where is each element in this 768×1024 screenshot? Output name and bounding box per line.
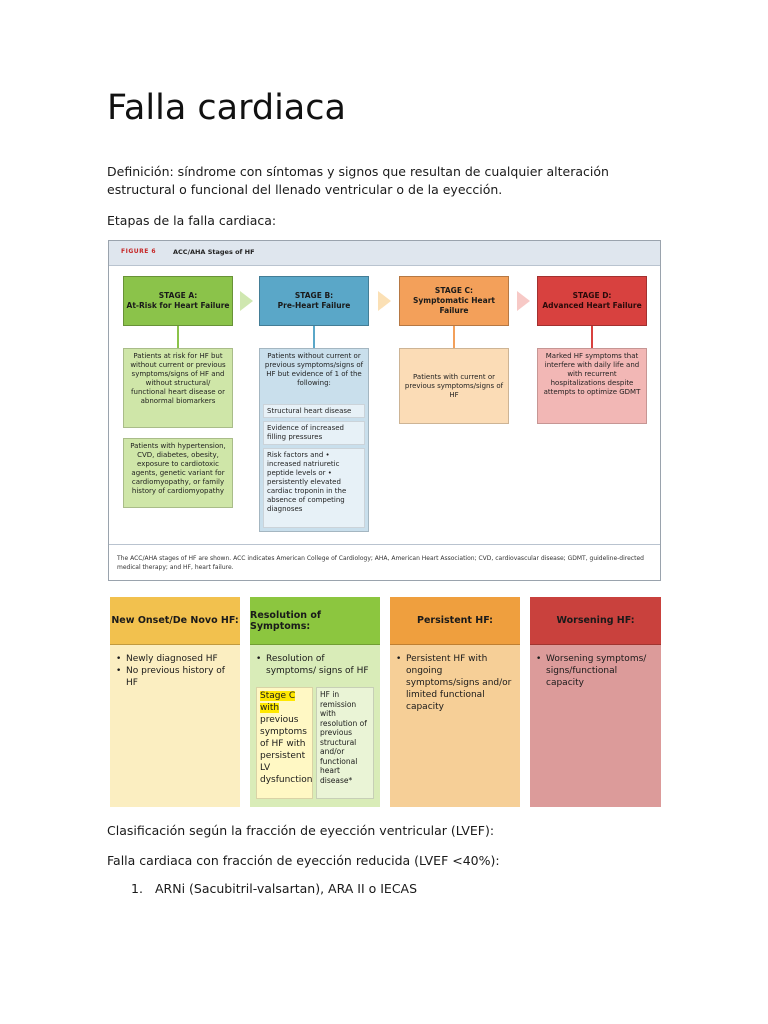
stage-b-box <box>259 276 369 326</box>
sub-box-stage-c <box>256 687 313 799</box>
list-text: ARNi (Sacubitril-valsartan), ARA II o IECAS <box>155 881 418 896</box>
stage-b-line1: STAGE B: <box>294 291 334 300</box>
arrow-right-icon <box>240 291 253 311</box>
highlighted-text: Stage C with <box>260 691 296 713</box>
figure-header <box>109 241 660 266</box>
column-persistent <box>390 597 520 807</box>
list-item: • Worsening symptoms/ signs/functional capacity <box>536 653 655 689</box>
bullet-list <box>536 653 655 689</box>
column-resolution <box>250 597 380 807</box>
connector-c <box>453 326 455 348</box>
connector-a <box>177 326 179 348</box>
bullet-list <box>116 653 234 689</box>
stage-c-line1: STAGE C: <box>434 286 474 295</box>
page-title: Falla cardiaca <box>107 88 346 128</box>
connector-b <box>313 326 315 348</box>
hf-trajectory-figure <box>110 597 661 807</box>
bullet-list <box>256 653 374 677</box>
stage-a-line1: STAGE A: <box>158 291 198 300</box>
sub-box-text: previous symptoms of HF with persistent LV dysfunction <box>260 715 313 785</box>
column-header: Worsening HF: <box>530 597 661 645</box>
reduced-ef-paragraph: Falla cardiaca con fracción de eyección reducida (LVEF <40%): <box>107 853 500 868</box>
column-body <box>110 645 240 807</box>
treatment-list <box>107 880 417 898</box>
column-body <box>390 645 520 807</box>
list-item: • Resolution of symptoms/ signs of HF <box>256 653 374 677</box>
figure-footnote: The ACC/AHA stages of HF are shown. ACC indicates American College of Cardiology; AHA, American Heart Association; CVD, cardiovascular disease; GDMT, guideline-directed medical therapy; and HF, heart failure. <box>109 544 660 580</box>
stage-d-line1: STAGE D: <box>572 291 612 300</box>
acc-aha-stages-figure <box>108 240 661 581</box>
stage-a-examples: Patients with hypertension, CVD, diabetes, obesity, exposure to cardiotoxic agents, genetic variant for cardiomyopathy, or family history of cardiomyopathy <box>123 438 233 508</box>
arrow-right-icon <box>517 291 530 311</box>
stage-b-description <box>259 348 369 532</box>
column-worsening <box>530 597 661 807</box>
stage-d-line2: Advanced Heart Failure <box>542 301 642 310</box>
list-item <box>107 880 417 898</box>
column-body <box>250 645 380 807</box>
arrow-right-icon <box>378 291 391 311</box>
figure-title: ACC/AHA Stages of HF <box>173 248 255 256</box>
stage-c-box <box>399 276 509 326</box>
list-item: • No previous history of HF <box>116 665 234 689</box>
classification-paragraph: Clasificación según la fracción de eyección ventricular (LVEF): <box>107 823 495 838</box>
column-new-onset <box>110 597 240 807</box>
stage-c-description: Patients with current or previous symptoms/signs of HF <box>399 348 509 424</box>
definition-paragraph: Definición: síndrome con síntomas y signos que resultan de cualquier alteración estructural o funcional del llenado ventricular o de la eyección. <box>107 164 609 197</box>
list-number: 1. <box>131 881 143 896</box>
stage-a-box <box>123 276 233 326</box>
connector-d <box>591 326 593 348</box>
figure-label: FIGURE 6 <box>121 248 157 255</box>
stages-heading: Etapas de la falla cardiaca: <box>107 213 277 228</box>
stage-b-item-filling: Evidence of increased filling pressures <box>263 421 365 445</box>
list-item: • Persistent HF with ongoing symptoms/signs and/or limited functional capacity <box>396 653 514 713</box>
stage-a-description: Patients at risk for HF but without current or previous symptoms/signs of HF and without structural/ functional heart disease or abnormal biomarkers <box>123 348 233 428</box>
column-header: Persistent HF: <box>390 597 520 645</box>
stage-b-item-risk: Risk factors and • increased natriuretic peptide levels or • persistently elevated cardiac troponin in the absence of competing diagnoses <box>263 448 365 528</box>
sub-box-remission: HF in remission with resolution of previous structural and/or functional heart disease* <box>316 687 374 799</box>
list-item: • Newly diagnosed HF <box>116 653 234 665</box>
column-header: New Onset/De Novo HF: <box>110 597 240 645</box>
stage-b-intro: Patients without current or previous symptoms/signs of HF but evidence of 1 of the following: <box>264 352 364 387</box>
column-body <box>530 645 661 807</box>
stage-d-description: Marked HF symptoms that interfere with daily life and with recurrent hospitalizations despite attempts to optimize GDMT <box>537 348 647 424</box>
bullet-list <box>396 653 514 713</box>
stage-d-box <box>537 276 647 326</box>
stage-a-line2: At-Risk for Heart Failure <box>126 301 230 310</box>
stage-c-line2: Symptomatic Heart Failure <box>412 296 495 315</box>
stage-b-item-structural: Structural heart disease <box>263 404 365 418</box>
column-header: Resolution of Symptoms: <box>250 597 380 645</box>
stage-b-line2: Pre-Heart Failure <box>277 301 351 310</box>
